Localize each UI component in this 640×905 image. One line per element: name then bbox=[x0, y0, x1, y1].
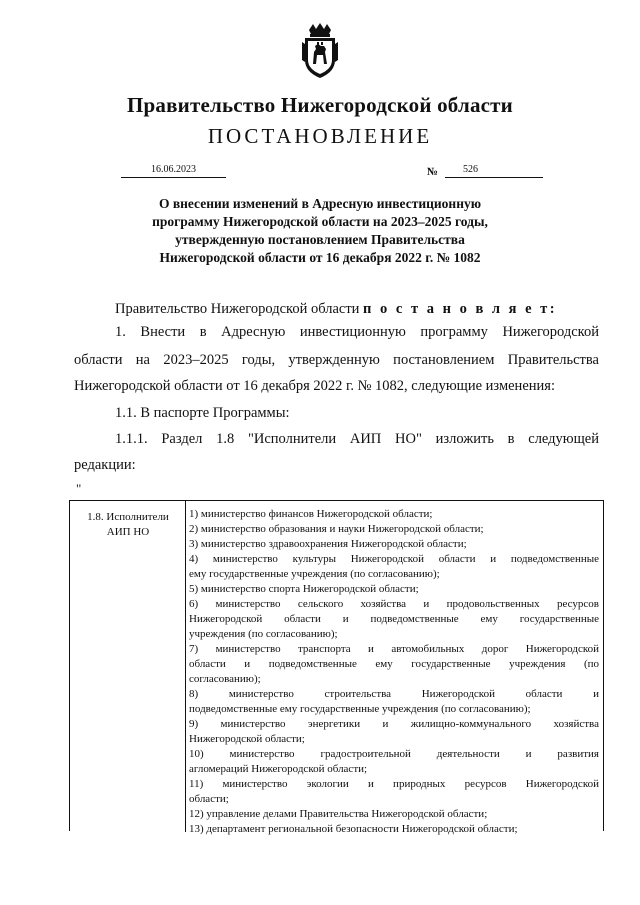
list-item bbox=[189, 807, 599, 822]
list-item-line: 11) министерство экологии и природных ресурсов Нижегородской bbox=[189, 778, 599, 790]
list-item bbox=[189, 687, 599, 717]
list-item bbox=[189, 522, 599, 537]
list-item-line: 13) департамент региональной безопасности Нижегородской области; bbox=[189, 823, 518, 835]
list-item-line: 9) министерство энергетики и жилищно-коммунального хозяйства bbox=[189, 718, 599, 730]
list-item bbox=[189, 777, 599, 807]
list-item-line: подведомственные ему государственные учреждения (по согласованию); bbox=[189, 703, 531, 715]
list-item-line: агломераций Нижегородской области; bbox=[189, 763, 368, 775]
preamble-verb: п о с т а н о в л я е т: bbox=[363, 301, 558, 317]
subject-line: Нижегородской области от 16 декабря 2022 г. № 1082 bbox=[159, 250, 481, 265]
list-item-line: Нижегородской области и подведомственные ему государственные bbox=[189, 613, 599, 625]
list-item-line: 5) министерство спорта Нижегородской области; bbox=[189, 583, 419, 595]
list-item bbox=[189, 717, 599, 747]
list-item-line: 6) министерство сельского хозяйства и продовольственных ресурсов bbox=[189, 598, 599, 610]
executors-list bbox=[189, 507, 599, 837]
preamble-text: Правительство Нижегородской области bbox=[115, 301, 364, 317]
list-item bbox=[189, 507, 599, 522]
list-item-line: 8) министерство строительства Нижегородской области и bbox=[189, 688, 599, 700]
subject-line: программу Нижегородской области на 2023–2025 годы, bbox=[152, 214, 488, 229]
preamble bbox=[115, 300, 557, 318]
list-item-line: Нижегородской области; bbox=[189, 733, 305, 745]
paragraph-1-1-1-line-1: 1.1.1. Раздел 1.8 "Исполнители АИП НО" изложить в следующей bbox=[115, 431, 599, 447]
document-number-value: 526 bbox=[463, 164, 478, 175]
list-item-line: ему государственные учреждения (по согласованию); bbox=[189, 568, 440, 580]
paragraph-1-1: 1.1. В паспорте Программы: bbox=[115, 405, 290, 421]
table-column-divider bbox=[185, 501, 186, 832]
list-item-line: учреждения (по согласованию); bbox=[189, 628, 338, 640]
list-item-line: области; bbox=[189, 793, 229, 805]
list-item-line: области и подведомственные ему государственные учреждения (по bbox=[189, 658, 599, 670]
list-item-line: согласованию); bbox=[189, 673, 261, 685]
list-item bbox=[189, 552, 599, 582]
paragraph-1-1-1-line-2: редакции: bbox=[74, 457, 136, 473]
list-item bbox=[189, 537, 599, 552]
paragraph-1-line-1: 1. Внести в Адресную инвестиционную программу Нижегородской bbox=[115, 324, 599, 340]
table-header-line: АИП НО bbox=[106, 526, 150, 538]
list-item bbox=[189, 582, 599, 597]
document-type: ПОСТАНОВЛЕНИЕ bbox=[207, 124, 433, 148]
open-quote: " bbox=[76, 481, 82, 496]
list-item-line: 4) министерство культуры Нижегородской области и подведомственные bbox=[189, 553, 599, 565]
list-item-line: 1) министерство финансов Нижегородской области; bbox=[189, 508, 433, 520]
list-item-line: 10) министерство градостроительной деятельности и развития bbox=[189, 748, 599, 760]
number-label: № bbox=[427, 166, 439, 178]
table-header-cell bbox=[74, 510, 182, 540]
list-item bbox=[189, 597, 599, 642]
list-item bbox=[189, 642, 599, 687]
subject-line: утвержденную постановлением Правительства bbox=[175, 232, 465, 247]
list-item-line: 2) министерство образования и науки Нижегородской области; bbox=[189, 523, 484, 535]
paragraph-1-line-3: Нижегородской области от 16 декабря 2022 г. № 1082, следующие изменения: bbox=[74, 378, 555, 394]
document-date: 16.06.2023 bbox=[121, 163, 226, 178]
table-header-line: 1.8. Исполнители bbox=[87, 511, 169, 523]
executors-table bbox=[69, 500, 604, 835]
paragraph-1-line-2: области на 2023–2025 годы, утвержденную постановлением Правительства bbox=[74, 352, 599, 368]
government-title: Правительство Нижегородской области bbox=[127, 93, 513, 117]
list-item-line: 7) министерство транспорта и автомобильных дорог Нижегородской bbox=[189, 643, 599, 655]
subject-line: О внесении изменений в Адресную инвестиционную bbox=[158, 196, 482, 211]
list-item bbox=[189, 747, 599, 777]
coat-of-arms-icon bbox=[301, 22, 339, 80]
list-item-line: 3) министерство здравоохранения Нижегородской области; bbox=[189, 538, 467, 550]
document-number bbox=[445, 163, 543, 178]
list-item-line: 12) управление делами Правительства Нижегородской области; bbox=[189, 808, 488, 820]
document-subject bbox=[100, 195, 540, 267]
list-item bbox=[189, 822, 599, 837]
